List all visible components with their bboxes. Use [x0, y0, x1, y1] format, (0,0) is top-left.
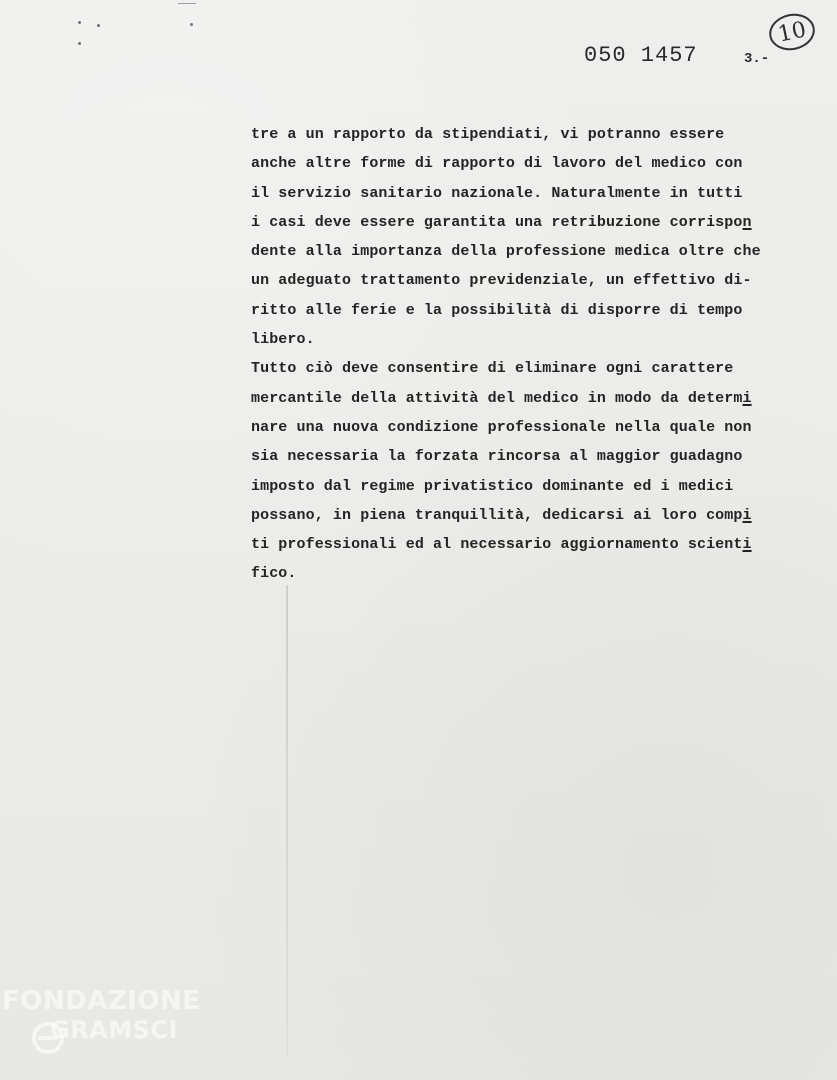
- text-line: imposto dal regime privatistico dominante ed i medici: [251, 477, 734, 495]
- text-line: tre a un rapporto da stipendiati, vi potranno essere: [251, 126, 725, 143]
- text-line: un adeguato trattamento previdenziale, un effettivo di-: [251, 272, 752, 290]
- text-line: i casi deve essere garantita una retribuzione corrispon: [251, 213, 752, 231]
- text-line: libero.: [251, 331, 315, 349]
- ink-speck: [97, 24, 100, 27]
- text-line: il servizio sanitario nazionale. Naturalmente in tutti: [251, 184, 743, 202]
- text-line: dente alla importanza della professione medica oltre che: [251, 243, 761, 261]
- text-line: mercantile della attività del medico in modo da determi: [251, 389, 752, 407]
- text-line: nare una nuova condizione professionale nella quale non: [251, 418, 752, 436]
- underlined-fragment: i: [742, 389, 752, 407]
- underlined-fragment: i: [742, 536, 752, 554]
- archive-number: 050 1457: [584, 43, 698, 68]
- text-line: Tutto ciò deve consentire di eliminare ogni carattere: [251, 360, 734, 378]
- text-line: sia necessaria la forzata rincorsa al maggior guadagno: [251, 448, 743, 466]
- ink-speck: [190, 23, 193, 26]
- paper-crease: [286, 585, 288, 1055]
- top-mark: [178, 3, 196, 4]
- text-line: possano, in piena tranquillità, dedicarsi ai loro compi: [251, 506, 752, 524]
- circled-page-number: 10: [766, 10, 818, 55]
- watermark-line-2: GRAMSCI: [50, 1016, 178, 1044]
- text-line: ti professionali ed al necessario aggiornamento scienti: [251, 536, 752, 554]
- underlined-fragment: i: [742, 506, 752, 524]
- document-body: [251, 120, 831, 589]
- page-number: 3.-: [744, 51, 770, 67]
- watermark-logo: [2, 988, 200, 1042]
- text-line: ritto alle ferie e la possibilità di disporre di tempo: [251, 301, 743, 319]
- ink-speck: [78, 21, 81, 24]
- text-line: anche altre forme di rapporto di lavoro del medico con: [251, 155, 743, 173]
- watermark-icon: [28, 1018, 68, 1058]
- underlined-fragment: n: [742, 213, 752, 231]
- watermark-line-1: FONDAZIONE: [2, 986, 201, 1016]
- ink-speck: [78, 42, 81, 45]
- text-line: fico.: [251, 565, 297, 583]
